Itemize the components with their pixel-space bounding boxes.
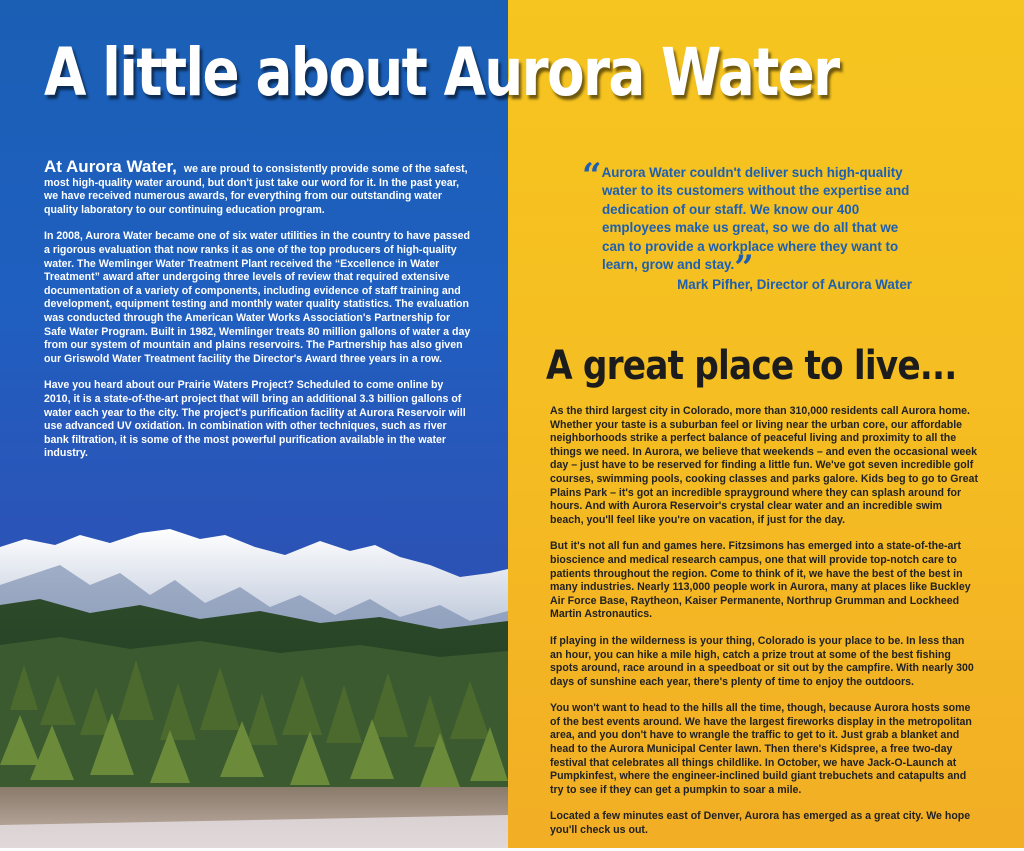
lead-phrase: At Aurora Water, — [44, 157, 177, 176]
left-paragraph-1 — [44, 157, 472, 217]
mountain-forest-photo — [0, 525, 508, 848]
right-paragraph-2: But it's not all fun and games here. Fitzsimons has emerged into a state-of-the-art bioscience and medical research campus, one that will provide top-notch care to patients throughout the region. Come to think of it, we have the best of the best in many industries. Nearly 113,000 people work in Aurora, many at places like Buckley Air Force Base, Raytheon, Kaiser Permanente, Northrup Grumman and Lockheed Martin Astronautics. — [550, 540, 971, 621]
page-headline: A little about Aurora Water — [44, 34, 839, 111]
left-paragraph-2: In 2008, Aurora Water became one of six water utilities in the country to have passed a rigorous evaluation that now ranks it as one of the top producers of high-quality water. The Wemlinger Water Treatment Plant received the “Excellence in Water Treatment” award after undergoing three levels of review that required extensive documentation of a variety of components, including evidence of staff training and development, equipment testing and monthly water quality statistics. The evaluation was conducted through the American Water Works Association's Partnership for Safe Water Program. Built in 1982, Wemlinger treats 80 million gallons of water a day from our system of mountain and plains reservoirs. The Partnership has also given our Griswold Water Treatment facility the Director's Award three years in a row. — [44, 230, 471, 365]
right-paragraph-3: If playing in the wilderness is your thing, Colorado is your place to be. In less than an hour, you can hike a mile high, catch a prize trout at some of the best fishing spots around, race around in a speedboat or sit out by the campfire. With nearly 300 days of sunshine each year, there's plenty of time to enjoy the outdoors. — [550, 634, 974, 688]
close-quote-mark: ” — [734, 248, 754, 289]
open-quote-mark: “ — [582, 156, 602, 196]
right-paragraph-4: You won't want to head to the hills all the time, though, because Aurora hosts some of the best events around. We have the largest fireworks display in the metropolitan area, and you don't have to wrangle the traffic to get to it. Just grab a blanket and head to the Aurora Municipal Center lawn. Then there's Kidspree, a free two-day festival that celebrates all things childlike. In October, we have Jack-O-Launch at Pumpkinfest, where the engineer-inclined build giant trebuchets and catapults and try to see if they can get a pumpkin to soar a mile. — [550, 702, 972, 796]
right-paragraph-1: As the third largest city in Colorado, more than 310,000 residents call Aurora home. Whether your taste is a suburban feel or living near the urban core, our affordable neighborhoods strike a perfect balance of peaceful living and proximity to all the things we need. In Aurora, we believe that weekends – and even the occasional week day – just have to be reserved for finding a little fun. We've got seven incredible golf courses, swimming pools, cooking classes and parks galore. Kids beg to go to Great Plains Park – it's got an incredible sprayground where they can splash around for hours. And with Aurora Reservoir's crystal clear water and an incredible swim beach, you'll feel like you're on vacation, if just for the day. — [550, 405, 978, 526]
quote-text: Aurora Water couldn't deliver such high-quality water to its customers without the expertise and dedication of our staff. We know our 400 employees make us great, so we do all that we can to provide a workplace where they want to learn, grow and stay. — [601, 165, 910, 273]
section-headline: A great place to live... — [546, 343, 957, 389]
left-column-text — [44, 157, 472, 474]
left-paragraph-3: Have you heard about our Prairie Waters Project? Scheduled to come online by 2010, it is a state-of-the-art project that will bring an additional 3.3 billion gallons of water each year to the city. The project's purification facility at Aurora Reservoir will use advanced UV oxidation. In combination with other techniques, such as river bank filtration, it is some of the most powerful purification available in the water industry. — [44, 379, 466, 460]
right-paragraph-5: Located a few minutes east of Denver, Aurora has emerged as a great city. We hope you'll check us out. — [550, 810, 971, 837]
right-column-text — [550, 405, 978, 851]
left-paragraph-1-body: we are proud to consistently provide some of the safest, most high-quality water around, but don't just take our word for it. In the past year, we have received numerous awards, for everything from our outstanding water quality laboratory to our continuing education program. — [44, 163, 468, 216]
quote-attribution: Mark Pifher, Director of Aurora Water — [677, 277, 912, 293]
pull-quote — [582, 156, 922, 295]
